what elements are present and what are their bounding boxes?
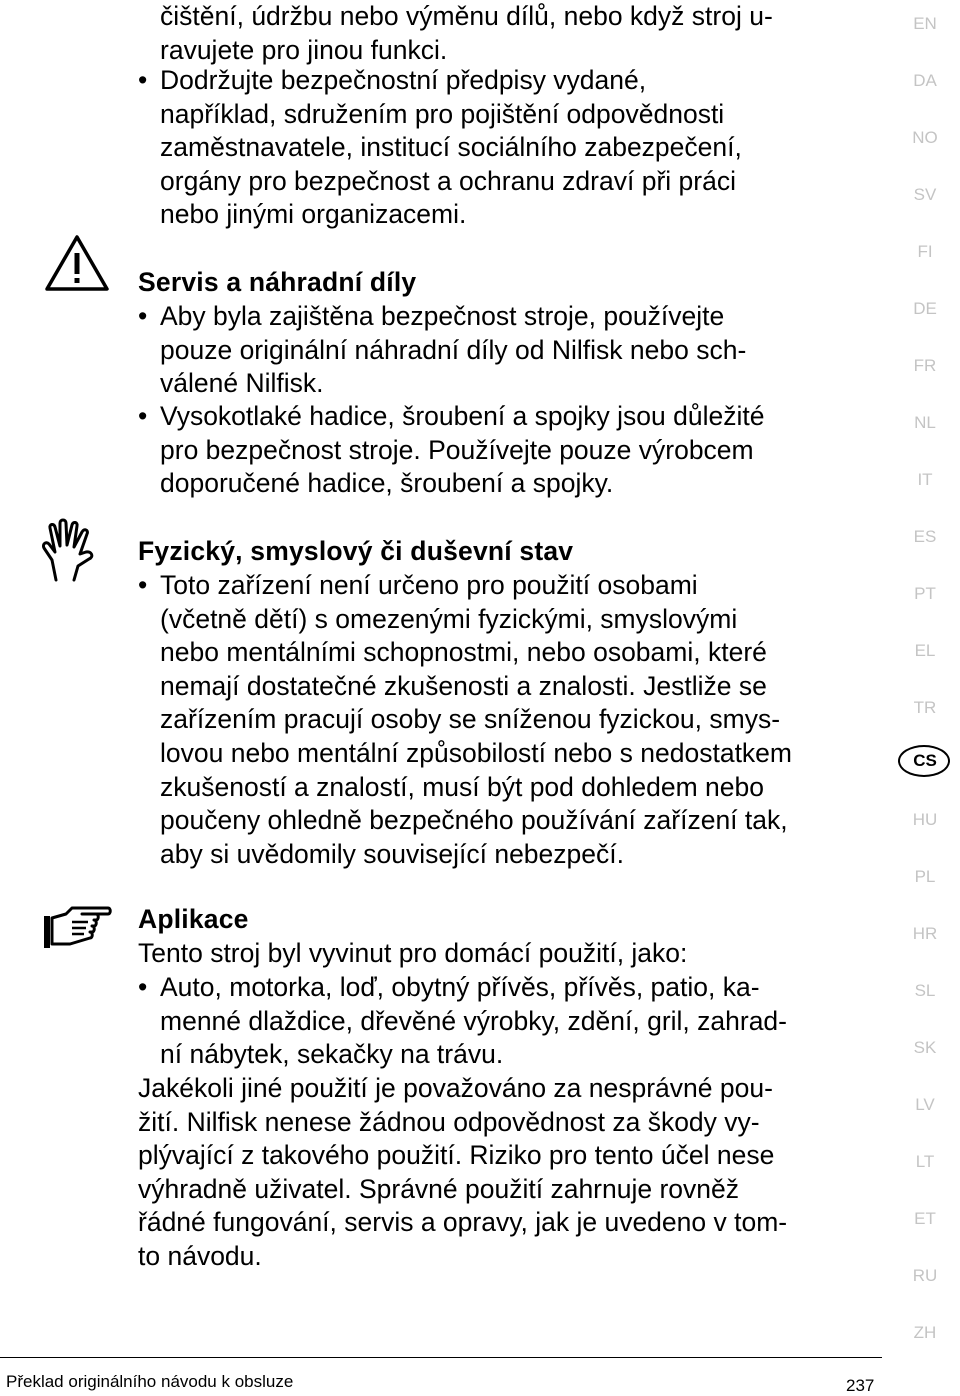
intro-bullet-line: zaměstnavatele, institucí sociálního zabezpečení, bbox=[160, 132, 742, 163]
hand-stop-icon bbox=[40, 518, 104, 589]
language-tab-no[interactable]: NO bbox=[912, 128, 938, 147]
language-tab-lv[interactable]: LV bbox=[915, 1095, 935, 1114]
service-bullet-2 bbox=[138, 400, 878, 501]
language-tab-hu[interactable]: HU bbox=[912, 810, 938, 829]
service-bullet-line: pouze originální náhradní díly od Nilfisk nebo sch- bbox=[160, 334, 747, 365]
physical-bullet-line: poučeny ohledně bezpečného používání zařízení tak, bbox=[160, 805, 788, 836]
language-tab-sv[interactable]: SV bbox=[913, 185, 937, 204]
physical-bullet-line: (včetně dětí) s omezenými fyzickými, smyslovými bbox=[160, 603, 738, 634]
application-bullet bbox=[138, 971, 878, 1072]
physical-bullet-line: zkušeností a znalostí, musí být pod dohledem nebo bbox=[160, 771, 764, 802]
physical-bullet-line: nebo mentálními schopnostmi, nebo osobami, které bbox=[160, 637, 767, 668]
intro-bullet-line: například, sdružením pro pojištění odpovědnosti bbox=[160, 98, 725, 129]
language-tab-sl[interactable]: SL bbox=[914, 981, 936, 1000]
pointing-hand-icon bbox=[42, 904, 112, 957]
language-tab-fr[interactable]: FR bbox=[913, 356, 937, 375]
bullet-mark: • bbox=[138, 972, 148, 1002]
application-bullet-line: menné dlaždice, dřevěné výrobky, zdění, gril, zahrad- bbox=[160, 1005, 787, 1036]
physical-bullet-line: aby si uvědomily související nebezpečí. bbox=[160, 838, 624, 869]
language-tab-fi[interactable]: FI bbox=[917, 242, 933, 261]
language-tab-tr[interactable]: TR bbox=[913, 698, 937, 717]
language-tab-zh[interactable]: ZH bbox=[913, 1323, 937, 1342]
physical-bullet-line: zařízením pracují osoby se sníženou fyzickou, smys- bbox=[160, 704, 781, 735]
intro-line: čištění, údržbu nebo výměnu dílů, nebo když stroj u- bbox=[160, 1, 773, 31]
physical-heading: Fyzický, smyslový či duševní stav bbox=[138, 536, 574, 566]
service-bullet-line: Aby byla zajištěna bezpečnost stroje, používejte bbox=[160, 301, 725, 331]
application-heading: Aplikace bbox=[138, 904, 249, 934]
application-paragraph bbox=[138, 1072, 878, 1274]
application-para-line: to návodu. bbox=[138, 1240, 262, 1271]
application-bullet-line: ní nábytek, sekačky na trávu. bbox=[160, 1039, 504, 1070]
language-tab-hr[interactable]: HR bbox=[912, 924, 938, 943]
language-tab-cs[interactable]: CS bbox=[913, 751, 937, 770]
physical-bullet-line: nemají dostatečné zkušenosti a znalosti. Jestliže se bbox=[160, 670, 767, 701]
service-bullet-line: válené Nilfisk. bbox=[160, 368, 324, 399]
intro-bullet-line: nebo jinými organizacemi. bbox=[160, 199, 467, 230]
language-tab-de[interactable]: DE bbox=[913, 299, 937, 318]
language-tab-pt[interactable]: PT bbox=[914, 584, 936, 603]
language-tab-el[interactable]: EL bbox=[914, 641, 936, 660]
language-tab-nl[interactable]: NL bbox=[914, 413, 936, 432]
application-para-line: výhradně uživatel. Správné použití zahrnuje rovněž bbox=[138, 1173, 740, 1204]
service-heading: Servis a náhradní díly bbox=[138, 267, 417, 297]
service-bullet-1 bbox=[138, 300, 878, 401]
service-bullet-line: pro bezpečnost stroje. Používejte pouze výrobcem bbox=[160, 434, 754, 465]
physical-bullet bbox=[138, 569, 878, 871]
language-tab-lt[interactable]: LT bbox=[915, 1152, 935, 1171]
footer-divider bbox=[0, 1357, 882, 1358]
footer-title: Překlad originálního návodu k obsluze bbox=[6, 1372, 294, 1391]
intro-bullet-line: orgány pro bezpečnost a ochranu zdraví při práci bbox=[160, 165, 736, 196]
language-tab-es[interactable]: ES bbox=[913, 527, 937, 546]
application-para-line: Jakékoli jiné použití je považováno za nesprávné pou- bbox=[138, 1073, 773, 1103]
physical-bullet-line: lovou nebo mentální způsobilostí nebo s nedostatkem bbox=[160, 737, 792, 768]
page-number: 237 bbox=[846, 1376, 875, 1395]
language-tab-it[interactable]: IT bbox=[917, 470, 933, 489]
bullet-mark: • bbox=[138, 301, 148, 331]
application-intro: Tento stroj byl vyvinut pro domácí použití, jako: bbox=[138, 938, 688, 968]
bullet-mark: • bbox=[138, 401, 148, 431]
application-para-line: řádné fungování, servis a opravy, jak je uvedeno v tom- bbox=[138, 1207, 788, 1238]
intro-bullet-line: Dodržujte bezpečnostní předpisy vydané, bbox=[160, 65, 647, 95]
language-tab-pl[interactable]: PL bbox=[914, 867, 936, 886]
physical-bullet-line: Toto zařízení není určeno pro použití osobami bbox=[160, 570, 698, 600]
language-tab-da[interactable]: DA bbox=[913, 71, 937, 90]
service-bullet-line: doporučené hadice, šroubení a spojky. bbox=[160, 468, 614, 499]
intro-bullet bbox=[138, 64, 878, 232]
language-tab-sk[interactable]: SK bbox=[913, 1038, 937, 1057]
bullet-mark: • bbox=[138, 65, 148, 95]
language-tab-et[interactable]: ET bbox=[914, 1209, 936, 1228]
warning-icon bbox=[44, 234, 110, 297]
application-para-line: žití. Nilfisk nenese žádnou odpovědnost za škody vy- bbox=[138, 1106, 760, 1137]
service-bullet-line: Vysokotlaké hadice, šroubení a spojky jsou důležité bbox=[160, 401, 765, 431]
language-tab-en[interactable]: EN bbox=[913, 14, 937, 33]
bullet-mark: • bbox=[138, 570, 148, 600]
application-para-line: plývající z takového použití. Riziko pro tento účel nese bbox=[138, 1140, 775, 1171]
language-tab-ru[interactable]: RU bbox=[912, 1266, 938, 1285]
application-bullet-line: Auto, motorka, loď, obytný přívěs, přívěs, patio, ka- bbox=[160, 972, 760, 1002]
intro-section bbox=[138, 0, 878, 67]
intro-line: ravujete pro jinou funkci. bbox=[160, 34, 448, 65]
